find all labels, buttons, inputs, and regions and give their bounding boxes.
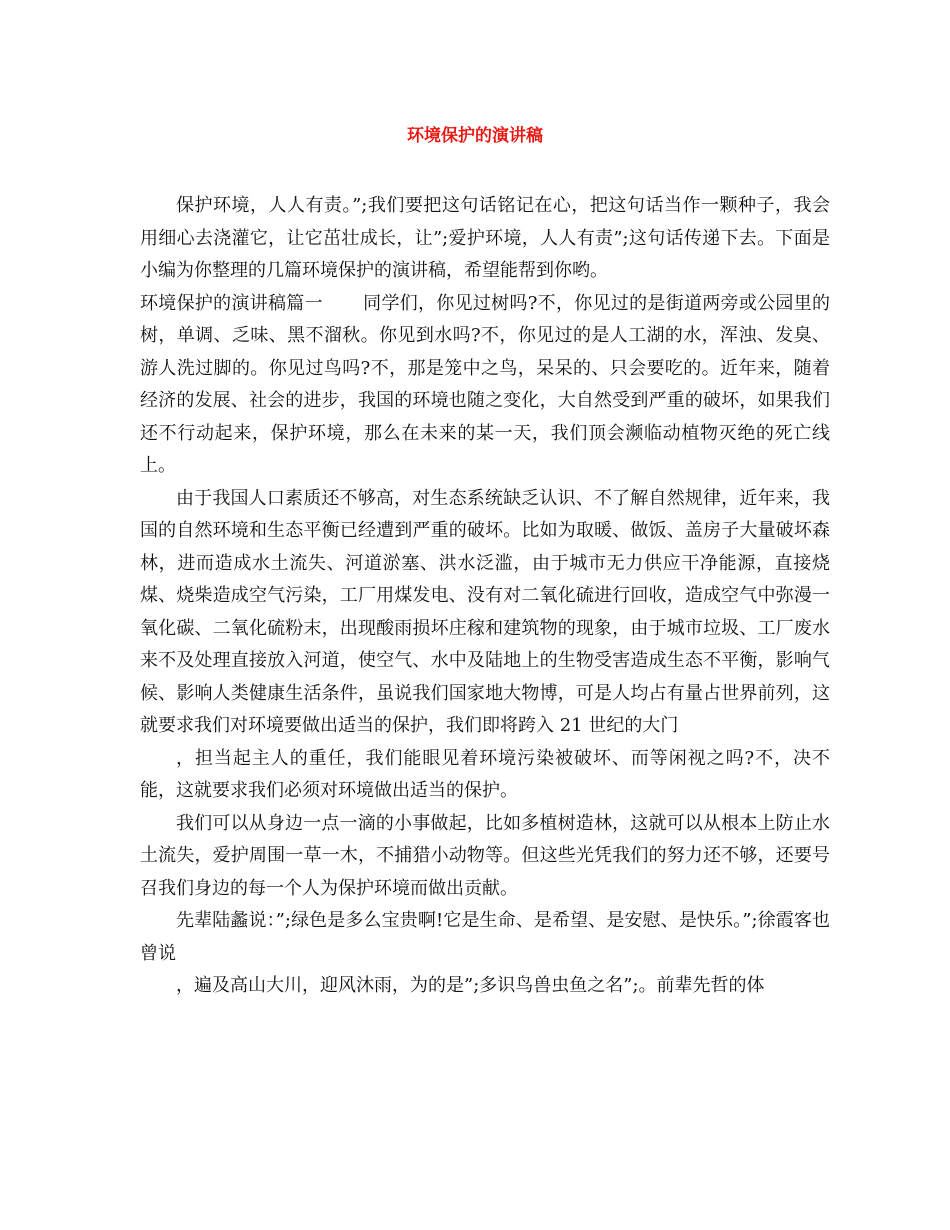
paragraph-speech-one-text: 同学们，你见过树吗?不，你见过的是街道两旁或公园里的树，单调、乏味、黑不溜秋。你见到水吗?不，你见过的是人工湖的水，浑浊、发臭、游人洗过脚的。你见过鸟吗?不，那是笼中之鸟，呆呆的、只会要吃的。近年来，随着经济的发展、社会的进步，我国的环境也随之变化，大自然受到严重的破坏，如果我们还不行动起来，保护环境，那么在未来的某一天，我们顶会濒临动植物灭绝的死亡线上。 (140, 292, 830, 476)
paragraph-small-actions: 我们可以从身边一点一滴的小事做起，比如多植树造林，这就可以从根本上防止水土流失，爱护周围一草一木，不捕猎小动物等。但这些光凭我们的努力还不够，还要号召我们身边的每一个人为保护环境而做出贡献。 (140, 812, 830, 899)
document-body (140, 190, 830, 1003)
paragraph-xu-xiake: ，遍及高山大川，迎风沐雨，为的是”;多识鸟兽虫鱼之名”;。前辈先哲的体 (176, 975, 765, 996)
paragraph-responsibility: ，担当起主人的重任，我们能眼见着环境污染被破坏、而等闲视之吗?不，决不能，这就要求我们必须对环境做出适当的保护。 (140, 747, 830, 801)
document-title: 环境保护的演讲稿 (407, 126, 543, 146)
paragraph-quote-lu-li: 先辈陆蠡说：”;绿色是多么宝贵啊!它是生命、是希望、是安慰、是快乐。”;徐霞客也曾说 (140, 910, 830, 964)
paragraph-environment-damage: 由于我国人口素质还不够高，对生态系统缺乏认识、不了解自然规律，近年来，我国的自然环境和生态平衡已经遭到严重的破坏。比如为取暖、做饭、盖房子大量破坏森林，进而造成水土流失、河道淤塞、洪水泛滥，由于城市无力供应干净能源，直接烧煤、烧柴造成空气污染，工厂用煤发电、没有对二氧化硫进行回收，造成空气中弥漫一氧化碳、二氧化硫粉末，出现酸雨损坏庄稼和建筑物的现象，由于城市垃圾、工厂废水来不及处理直接放入河道，使空气、水中及陆地上的生物受害造成生态不平衡，影响气候、影响人类健康生活条件，虽说我们国家地大物博，可是人均占有量占世界前列，这就要求我们对环境要做出适当的保护，我们即将跨入 21 世纪的大门 (140, 487, 830, 736)
paragraph-speech-one (140, 288, 830, 483)
section-heading: 环境保护的演讲稿篇一 (140, 292, 323, 314)
paragraph-intro: 保护环境，人人有责。”;我们要把这句话铭记在心，把这句话当作一颗种子，我会用细心去浇灌它，让它茁壮成长，让”;爱护环境，人人有责”;这句话传递下去。下面是小编为你整理的几篇环境保护的演讲稿，希望能帮到你哟。 (140, 195, 830, 281)
